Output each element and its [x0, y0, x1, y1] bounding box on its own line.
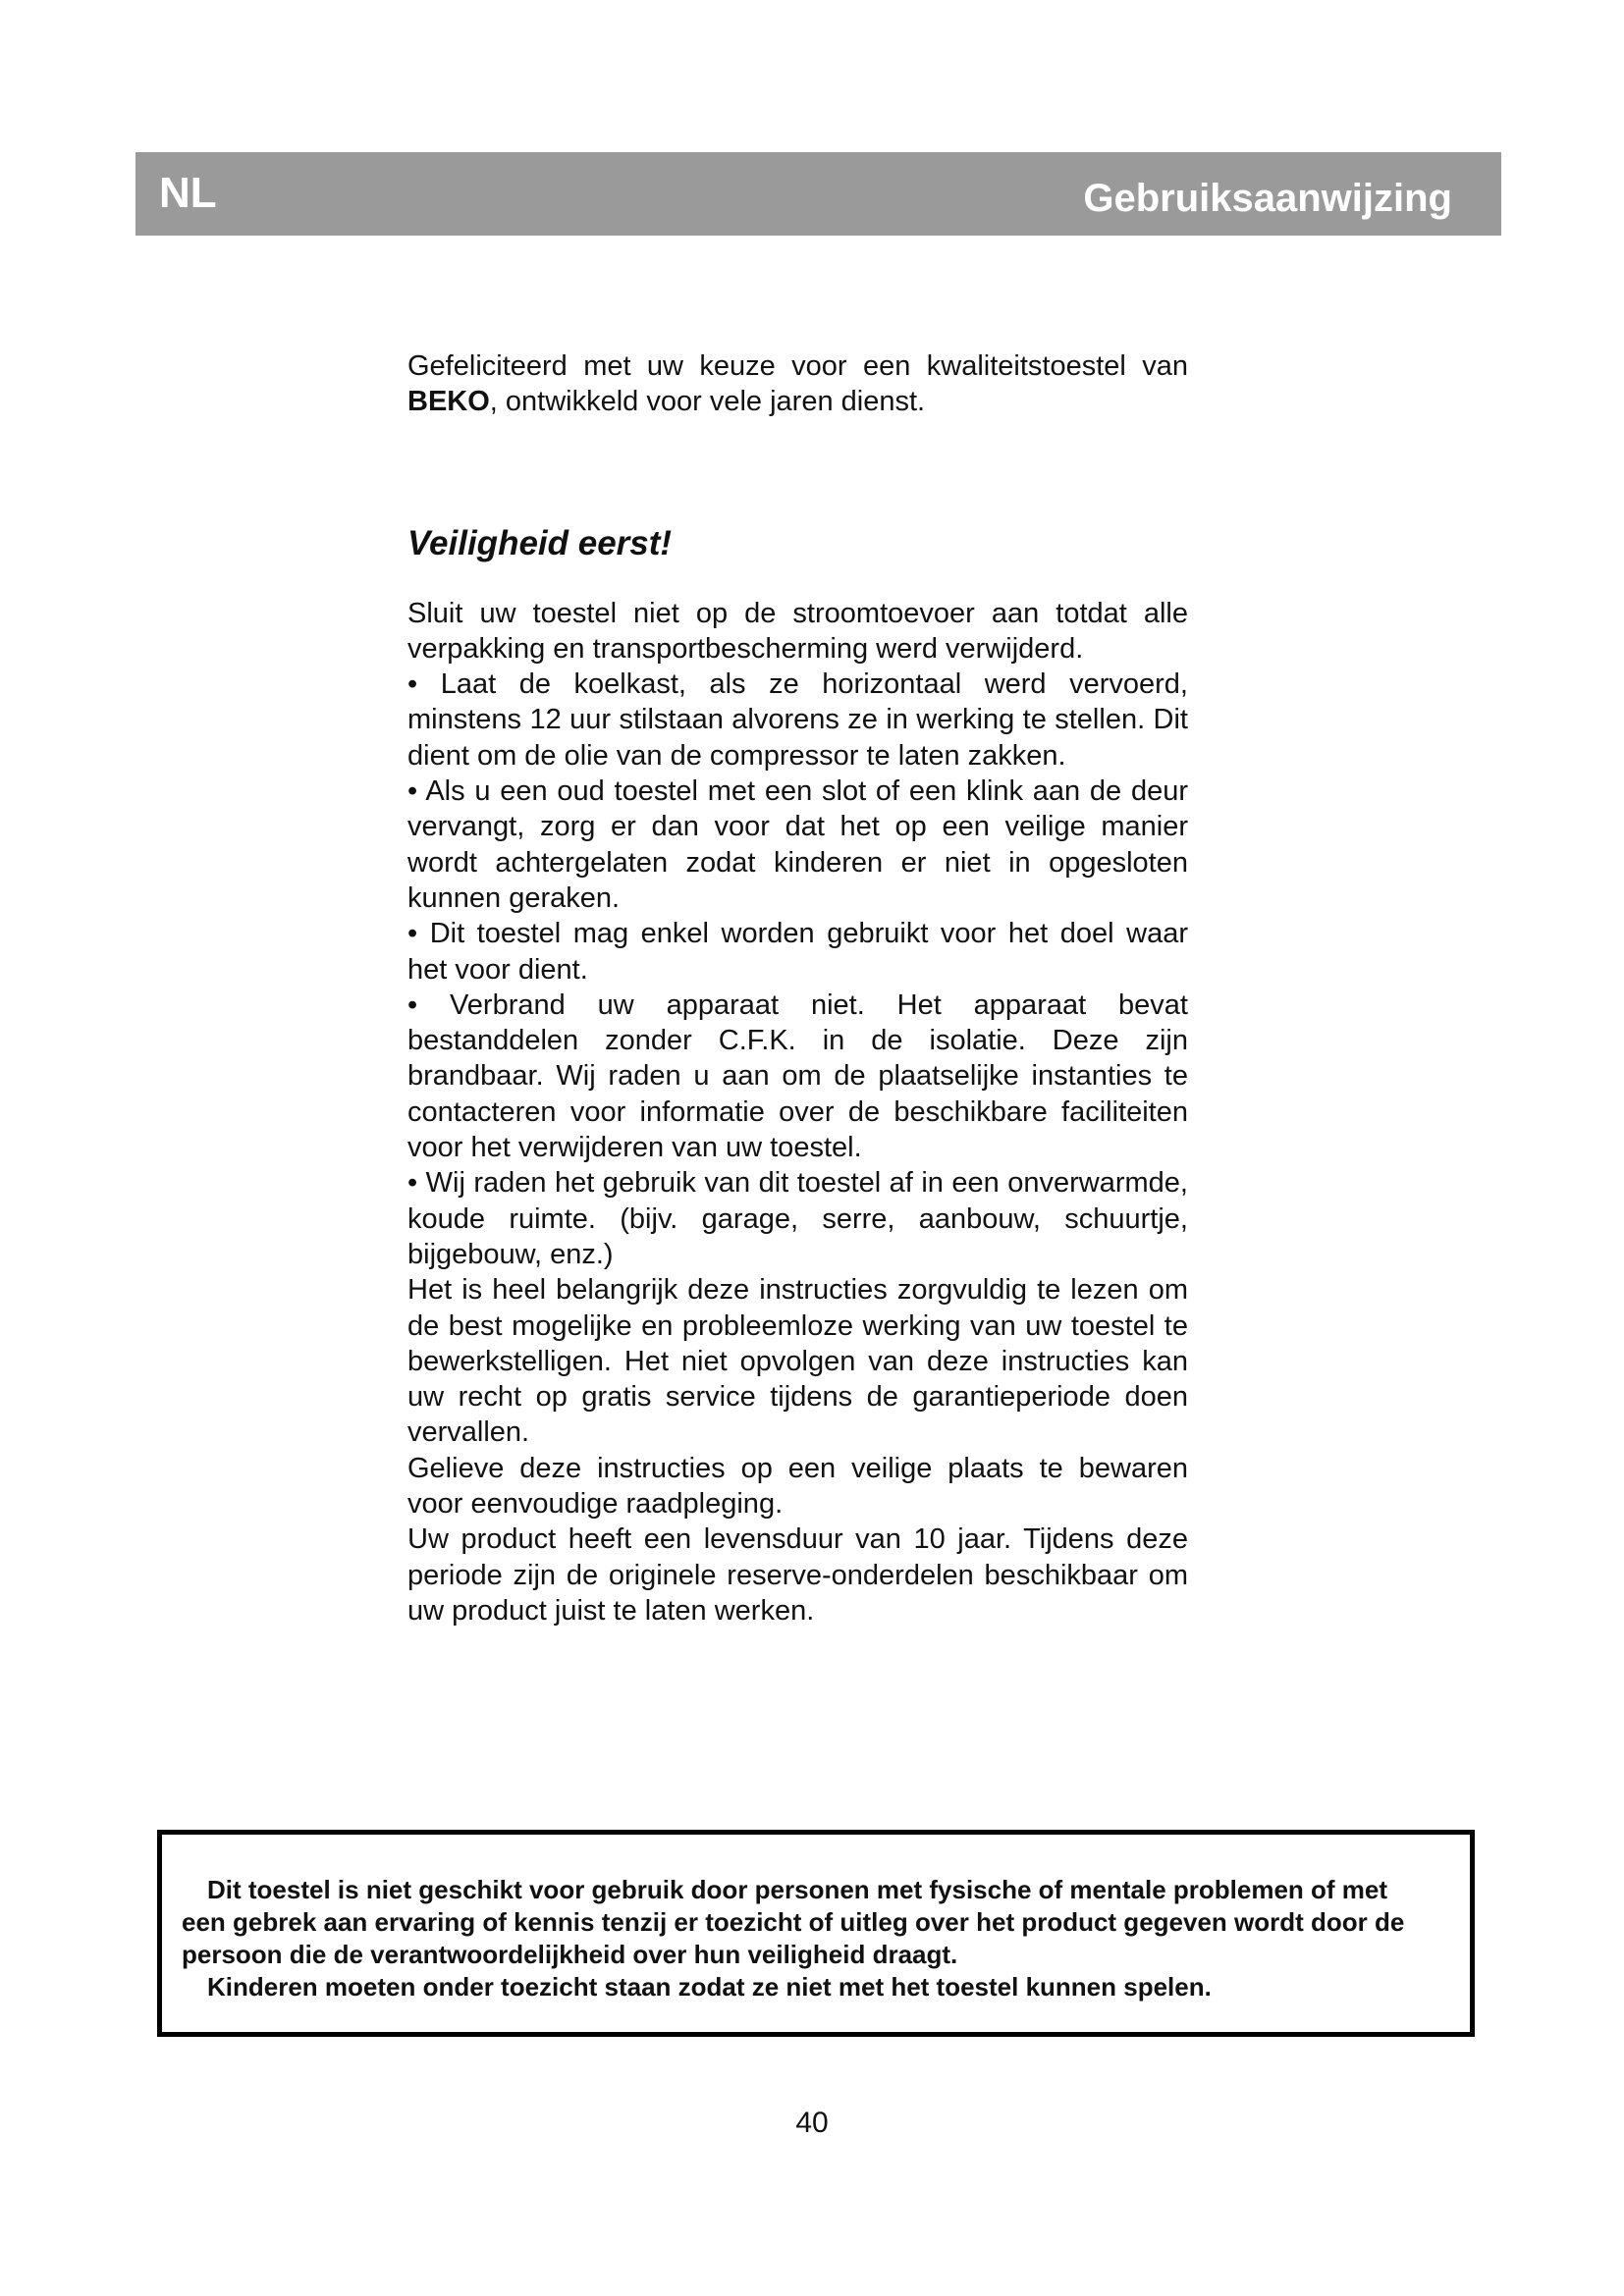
notice-children-text: Kinderen moeten onder toezicht staan zodat ze niet met het toestel kunnen spelen.	[207, 1972, 1212, 2002]
intro-text-end: , ontwikkeld voor vele jaren dienst.	[489, 386, 926, 418]
main-content	[407, 348, 1188, 1629]
safety-paragraph-lifespan: Uw product heeft een levensduur van 10 jaar. Tijdens deze periode zijn de originele reserve-onderdelen beschikbaar om uw product juist te laten werken.	[407, 1523, 1188, 1627]
safety-paragraph-instructions: Het is heel belangrijk deze instructies zorgvuldig te lezen om de best mogelijke en probleemloze werking van uw toestel te bewerkstelligen. Het niet opvolgen van deze instructies kan uw recht op gratis service tijdens de garantieperiode doen vervallen.	[407, 1274, 1188, 1449]
safety-bullet-disposal: • Verbrand uw apparaat niet. Het apparaat bevat bestanddelen zonder C.F.K. in de isolatie. Deze zijn brandbaar. Wij raden u aan om de plaatselijke instanties te contacteren voor informatie over de beschikbare faciliteiten voor het verwijderen van uw toestel.	[407, 988, 1188, 1164]
safety-bullet-unheated-room: • Wij raden het gebruik van dit toestel af in een onverwarmde, koude ruimte. (bijv. garage, serre, aanbouw, schuurtje, bijgebouw, enz.)	[407, 1167, 1188, 1270]
safety-paragraph-keep-instructions: Gelieve deze instructies op een veilige plaats te bewaren voor eenvoudige raadpleging.	[407, 1452, 1188, 1521]
safety-paragraph-unpack: Sluit uw toestel niet op de stroomtoevoer aan totdat alle verpakking en transportbescherming werd verwijderd.	[407, 597, 1188, 665]
safety-bullet-old-appliance: • Als u een oud toestel met een slot of een klink aan de deur vervangt, zorg er dan voor dat het op een veilige manier wordt achtergelaten zodat kinderen er niet in opgesloten kunnen geraken.	[407, 775, 1188, 914]
language-code: NL	[159, 169, 217, 217]
intro-text-start: Gefeliciteerd met uw keuze voor een kwaliteitstoestel van	[407, 350, 1188, 382]
brand-name: BEKO	[407, 386, 490, 418]
intro-paragraph	[407, 348, 1188, 420]
warning-notice-box	[157, 1830, 1475, 2037]
safety-bullet-intended-use: • Dit toestel mag enkel worden gebruikt voor het doel waar het voor dient.	[407, 918, 1188, 986]
safety-heading: Veiligheid eerst!	[407, 523, 673, 562]
notice-supervision-text: Dit toestel is niet geschikt voor gebruik door personen met fysische of mentale problemen of met een gebrek aan ervaring of kennis tenzij er toezicht of uitleg over het product gegeven wordt door de persoon die de verantwoordelijkheid over hun veiligheid draagt.	[182, 1875, 1405, 1969]
header-bar	[135, 152, 1501, 236]
safety-bullet-transport: • Laat de koelkast, als ze horizontaal werd vervoerd, minstens 12 uur stilstaan alvorens ze in werking te stellen. Dit dient om de olie van de compressor te laten zakken.	[407, 668, 1188, 772]
page-number: 40	[795, 2107, 829, 2139]
document-title: Gebruiksaanwijzing	[1083, 177, 1452, 220]
